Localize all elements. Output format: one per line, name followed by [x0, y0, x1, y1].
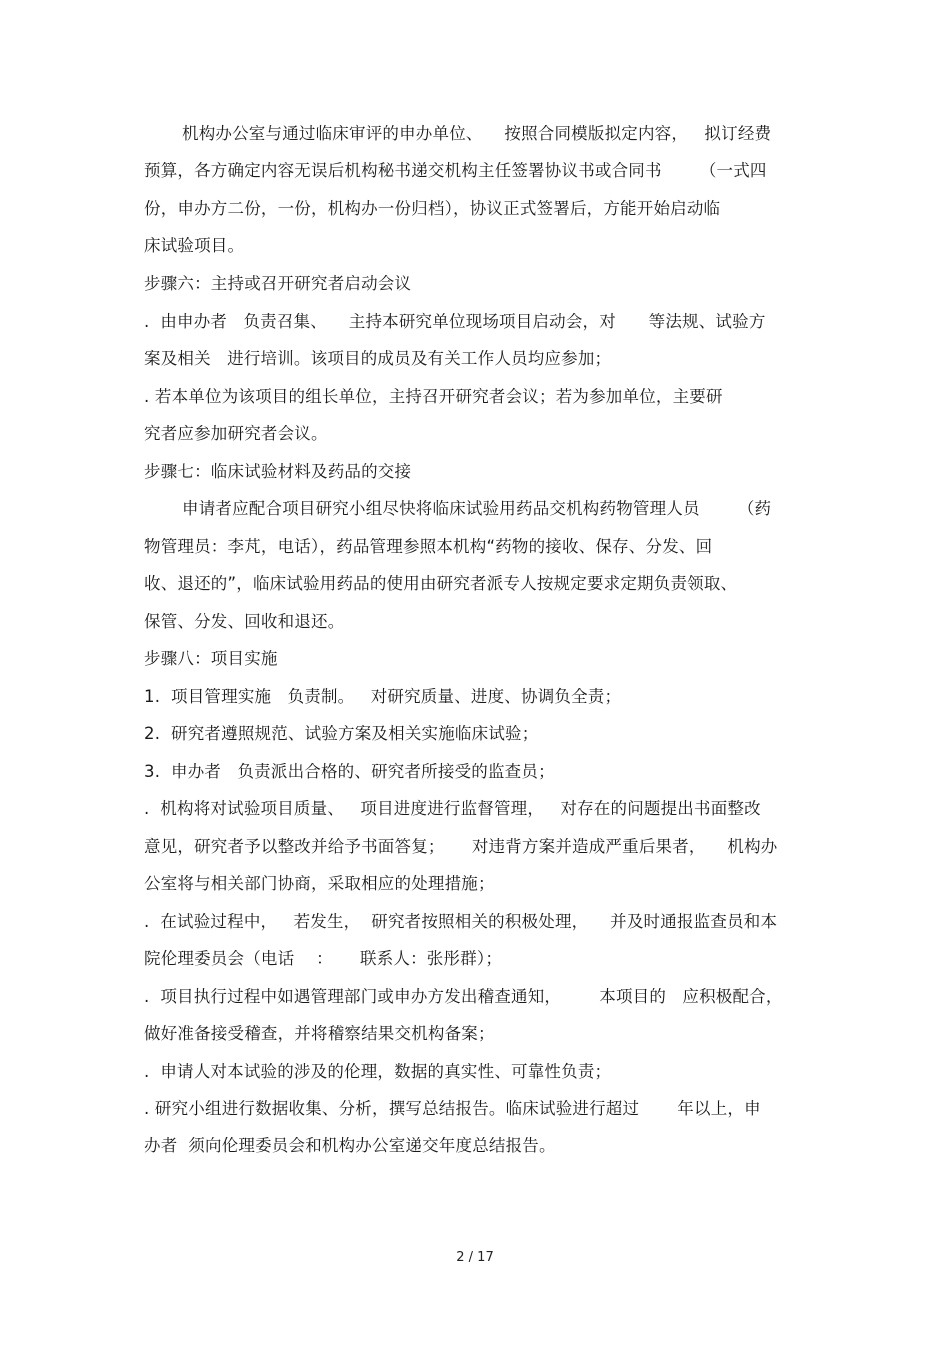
paragraph-line: 机构办公室与通过临床审评的申办单位、 按照合同模版拟定内容， 拟订经费 [182, 124, 772, 143]
paragraph-line: 案及相关 进行培训。该项目的成员及有关工作人员均应参加； [144, 349, 612, 368]
paragraph-line: . 若本单位为该项目的组长单位，主持召开研究者会议；若为参加单位，主要研 [144, 387, 723, 406]
paragraph-line: 做好准备接受稽查，并将稽察结果交机构备案； [144, 1024, 495, 1043]
paragraph-line: 收、退还的”，临床试验用药品的使用由研究者派专人按规定要求定期负责领取、 [144, 574, 738, 593]
paragraph-line: 申请者应配合项目研究小组尽快将临床试验用药品交机构药物管理人员 （药 [182, 499, 772, 518]
paragraph-line: 物管理员：李芃，电话），药品管理参照本机构“药物的接收、保存、分发、回 [144, 537, 713, 556]
paragraph-line: 院伦理委员会（电话 ： 联系人：张彤群）； [144, 949, 503, 968]
paragraph-line: 保管、分发、回收和退还。 [144, 612, 345, 631]
paragraph-line: 公室将与相关部门协商，采取相应的处理措施； [144, 874, 495, 893]
list-item: 1. 项目管理实施 负责制。 对研究质量、进度、协调负全责； [144, 687, 622, 706]
list-item: 2. 研究者遵照规范、试验方案及相关实施临床试验； [144, 724, 539, 743]
section-heading: 步骤六：主持或召开研究者启动会议 [144, 274, 412, 293]
list-item: . 机构将对试验项目质量、 项目进度进行监督管理， 对存在的问题提出书面整改 [144, 799, 761, 818]
paragraph-line: 床试验项目。 [144, 236, 245, 255]
page-number: 2 / 17 [456, 1250, 494, 1265]
section-heading: 步骤八：项目实施 [144, 649, 278, 668]
paragraph-line: 办者 须向伦理委员会和机构办公室递交年度总结报告。 [144, 1136, 556, 1155]
list-item: . 申请人对本试验的涉及的伦理，数据的真实性、可靠性负责； [144, 1062, 612, 1081]
list-item: 3. 申办者 负责派出合格的、研究者所接受的监查员； [144, 762, 555, 781]
list-item: . 项目执行过程中如遇管理部门或申办方发出稽查通知， 本项目的 应积极配合， [144, 987, 783, 1006]
paragraph-line: 份，申办方二份，一份，机构办一份归档），协议正式签署后，方能开始启动临 [144, 199, 721, 218]
paragraph-line: 预算，各方确定内容无误后机构秘书递交机构主任签署协议书或合同书 （一式四 [144, 161, 767, 180]
paragraph-line: 意见，研究者予以整改并给予书面答复； 对违背方案并造成严重后果者， 机构办 [144, 837, 778, 856]
list-item: . 在试验过程中， 若发生， 研究者按照相关的积极处理， 并及时通报监查员和本 [144, 912, 778, 931]
section-heading: 步骤七：临床试验材料及药品的交接 [144, 462, 412, 481]
paragraph-line: 究者应参加研究者会议。 [144, 424, 328, 443]
paragraph-line: . 由申办者 负责召集、 主持本研究单位现场项目启动会，对 等法规、试验方 [144, 312, 766, 331]
list-item: . 研究小组进行数据收集、分析，撰写总结报告。临床试验进行超过 年以上，申 [144, 1099, 761, 1118]
